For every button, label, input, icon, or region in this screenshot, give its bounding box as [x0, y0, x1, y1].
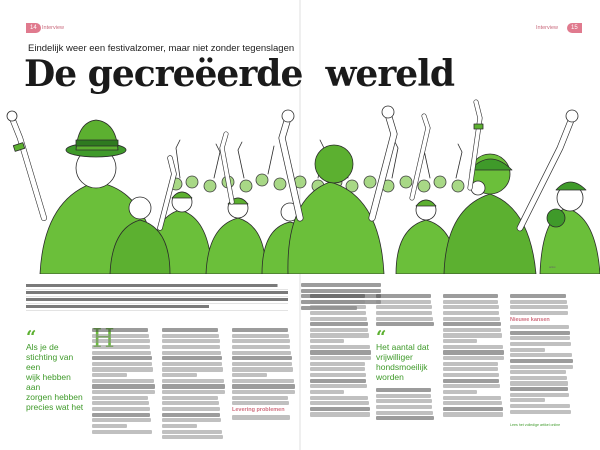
text-line	[162, 430, 222, 434]
quote-mark-icon: “	[376, 327, 387, 348]
text-line	[162, 356, 222, 360]
body-column-6	[443, 294, 505, 418]
text-line	[510, 348, 545, 352]
text-line	[310, 339, 344, 343]
right-page-number: 15	[567, 23, 582, 33]
text-line	[510, 342, 571, 346]
text-line	[310, 384, 367, 388]
section-subhead: Nieuwe kansen	[510, 317, 550, 324]
text-line	[162, 407, 220, 411]
text-line	[92, 384, 155, 388]
text-line	[310, 294, 365, 298]
text-line	[310, 350, 371, 354]
text-line	[443, 322, 501, 326]
text-line	[443, 333, 502, 337]
left-page-number: 14	[26, 23, 41, 33]
body-column-3	[232, 328, 296, 421]
text-line	[510, 331, 570, 335]
text-line	[443, 317, 500, 321]
text-line	[232, 379, 294, 383]
text-line	[510, 325, 569, 329]
text-line	[92, 430, 152, 434]
text-line	[92, 351, 151, 355]
pullquote-left: Als je de stichting van een wijk hebben aan zorgen hebben precies wat het	[26, 342, 84, 412]
text-line	[310, 311, 366, 315]
text-line	[162, 413, 220, 417]
text-line	[443, 396, 501, 400]
text-line	[92, 345, 150, 349]
text-line	[232, 373, 267, 377]
text-line	[162, 379, 224, 383]
text-line	[310, 322, 368, 326]
text-line	[510, 365, 573, 369]
text-line	[443, 339, 477, 343]
text-line	[310, 317, 367, 321]
text-line	[443, 311, 499, 315]
text-line	[310, 345, 370, 349]
text-line	[162, 424, 197, 428]
text-line	[310, 407, 370, 411]
text-line	[510, 376, 567, 380]
festival-crowd-illustration	[0, 78, 600, 274]
body-column-4	[310, 294, 372, 418]
read-more-link[interactable]: Lees het volledige artikel online	[510, 423, 561, 427]
text-line	[510, 398, 545, 402]
text-line	[376, 416, 434, 420]
body-column-5	[376, 294, 438, 328]
text-line	[232, 351, 291, 355]
text-line	[310, 373, 366, 377]
text-line	[376, 305, 432, 309]
text-line	[510, 359, 573, 363]
text-line	[310, 390, 344, 394]
right-section-label: Interview	[536, 25, 559, 31]
text-line	[510, 294, 566, 298]
text-line	[92, 328, 148, 332]
text-line	[232, 396, 288, 400]
text-line	[92, 373, 127, 377]
text-line	[92, 396, 148, 400]
text-line	[232, 362, 292, 366]
text-line	[443, 401, 502, 405]
text-line	[310, 333, 369, 337]
text-line	[162, 339, 220, 343]
text-line	[162, 390, 225, 394]
text-line	[443, 294, 498, 298]
body-column-7	[510, 294, 574, 415]
text-line	[310, 328, 368, 332]
text-line	[232, 367, 293, 371]
text-line	[443, 390, 477, 394]
text-line	[162, 401, 219, 405]
text-line	[92, 401, 149, 405]
text-line	[162, 435, 223, 439]
text-line	[232, 334, 289, 338]
text-line	[510, 410, 571, 414]
text-line	[162, 334, 219, 338]
text-line	[310, 401, 369, 405]
text-line	[376, 411, 433, 415]
quote-mark-icon: “	[26, 327, 37, 348]
text-line	[232, 384, 295, 388]
text-line	[510, 305, 568, 309]
text-line	[443, 345, 503, 349]
text-line	[162, 367, 223, 371]
text-line	[310, 379, 366, 383]
text-line	[162, 362, 222, 366]
text-line	[443, 300, 498, 304]
text-line	[510, 300, 567, 304]
text-line	[310, 367, 365, 371]
text-line	[510, 393, 569, 397]
text-line	[92, 413, 150, 417]
text-line	[443, 356, 504, 360]
text-line	[443, 373, 499, 377]
text-line	[443, 362, 498, 366]
text-line	[162, 396, 218, 400]
text-line	[310, 305, 366, 309]
text-line	[376, 322, 434, 326]
body-column-5-continued	[376, 388, 438, 422]
text-line	[232, 401, 289, 405]
text-line	[443, 379, 499, 383]
text-line	[376, 388, 431, 392]
text-line	[510, 387, 568, 391]
text-line	[376, 300, 431, 304]
text-line	[443, 350, 504, 354]
text-line	[92, 390, 155, 394]
article-intro	[26, 283, 288, 311]
text-line	[92, 367, 153, 371]
text-line	[376, 317, 433, 321]
text-line	[376, 399, 432, 403]
text-line	[232, 345, 290, 349]
text-line	[510, 311, 568, 315]
text-line	[376, 311, 432, 315]
article-kicker: Eindelijk weer een festivalzomer, maar niet zonder tegenslagen	[28, 43, 295, 54]
left-section-label: Interview	[42, 25, 65, 31]
text-line	[443, 305, 499, 309]
text-line	[92, 424, 127, 428]
text-line	[232, 356, 292, 360]
text-line	[162, 373, 197, 377]
text-line	[310, 396, 368, 400]
text-line	[310, 356, 371, 360]
text-line	[443, 328, 501, 332]
text-line	[443, 367, 498, 371]
text-line	[92, 418, 151, 422]
text-line	[92, 339, 150, 343]
body-column-1	[92, 328, 156, 435]
text-line	[510, 404, 570, 408]
illustration-credit: artist	[549, 265, 556, 269]
text-line	[232, 328, 288, 332]
text-line	[162, 384, 225, 388]
pullquote-right: Het aantal dat vrijwilliger hondsmoeilijk worden	[376, 342, 429, 382]
text-line	[310, 412, 370, 416]
text-line	[232, 415, 290, 419]
section-subhead: Levering problemen	[232, 407, 285, 414]
article-headline: De gecreëerde wereld	[24, 53, 455, 95]
text-line	[92, 362, 152, 366]
text-line	[162, 328, 218, 332]
text-line	[443, 407, 503, 411]
text-line	[92, 407, 150, 411]
text-line	[376, 294, 431, 298]
text-line	[510, 336, 570, 340]
text-line	[232, 339, 290, 343]
text-line	[162, 418, 221, 422]
text-line	[510, 353, 572, 357]
text-line	[162, 345, 220, 349]
text-line	[443, 384, 500, 388]
text-line	[376, 394, 431, 398]
text-line	[92, 356, 152, 360]
text-line	[376, 405, 432, 409]
text-line	[92, 379, 154, 383]
text-line	[310, 362, 365, 366]
body-column-2	[162, 328, 226, 441]
text-line	[510, 370, 566, 374]
text-line	[92, 334, 149, 338]
text-line	[443, 412, 503, 416]
text-line	[310, 300, 365, 304]
text-line	[232, 390, 295, 394]
text-line	[162, 351, 221, 355]
text-line	[510, 381, 568, 385]
